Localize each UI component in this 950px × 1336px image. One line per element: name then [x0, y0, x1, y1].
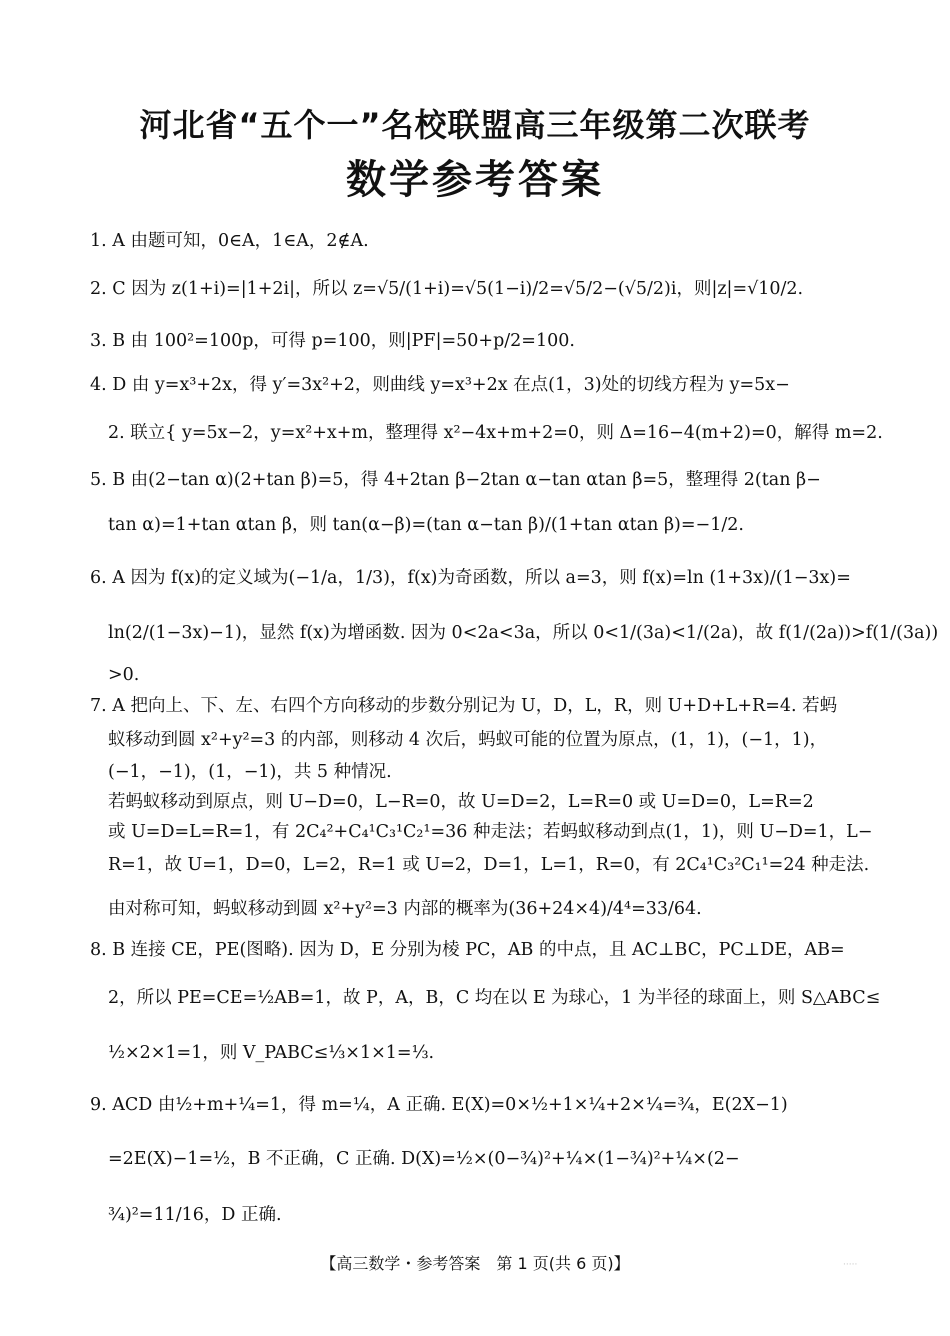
- answer-line: 若蚂蚁移动到原点，则 U−D=0，L−R=0，故 U=D=2，L=R=0 或 U=D=0，L=R=2: [108, 792, 814, 812]
- answer-line: 6. A 因为 f(x)的定义域为(−1/a，1/3)，f(x)为奇函数，所以 a=3，则 f(x)=ln (1+3x)/(1−3x)=: [90, 568, 851, 588]
- page-subtitle: 数学参考答案: [346, 157, 604, 203]
- corner-mark: ·····: [843, 1260, 858, 1270]
- answer-line: 7. A 把向上、下、左、右四个方向移动的步数分别记为 U，D，L，R，则 U+D+L+R=4. 若蚂: [90, 696, 838, 716]
- answer-line: 或 U=D=L=R=1，有 2C₄²+C₄¹C₃¹C₂¹=36 种走法；若蚂蚁移动到点(1，1)，则 U−D=1，L−: [108, 822, 873, 842]
- answer-line: (−1，−1)，(1，−1)，共 5 种情况.: [108, 762, 392, 782]
- answer-line: R=1，故 U=1，D=0，L=2，R=1 或 U=2，D=1，L=1，R=0，有 2C₄¹C₃²C₁¹=24 种走法.: [108, 855, 870, 875]
- answer-line: 2. C 因为 z(1+i)=|1+2i|，所以 z=√5/(1+i)=√5(1−i)/2=√5/2−(√5/2)i，则|z|=√10/2.: [90, 279, 804, 299]
- answer-line: 4. D 由 y=x³+2x，得 y′=3x²+2，则曲线 y=x³+2x 在点(1，3)处的切线方程为 y=5x−: [90, 375, 790, 395]
- answer-line: ln(2/(1−3x)−1)，显然 f(x)为增函数. 因为 0<2a<3a，所以 0<1/(3a)<1/(2a)，故 f(1/(2a))>f(1/(3a)): [108, 623, 939, 643]
- answer-line: 8. B 连接 CE，PE(图略). 因为 D，E 分别为棱 PC，AB 的中点，且 AC⊥BC，PC⊥DE，AB=: [90, 940, 845, 960]
- answer-line: 2. 联立{ y=5x−2，y=x²+x+m，整理得 x²−4x+m+2=0，则 Δ=16−4(m+2)=0，解得 m=2.: [108, 423, 883, 443]
- answer-line: ½×2×1=1，则 V_PABC≤⅓×1×1=⅓.: [108, 1043, 435, 1063]
- answer-line: 2，所以 PE=CE=½AB=1，故 P，A，B，C 均在以 E 为球心，1 为半径的球面上，则 S△ABC≤: [108, 988, 881, 1008]
- answer-line: >0.: [108, 665, 140, 685]
- answer-line: =2E(X)−1=½，B 不正确，C 正确. D(X)=½×(0−¾)²+¼×(1−¾)²+¼×(2−: [108, 1149, 740, 1169]
- page-title: 河北省“五个一”名校联盟高三年级第二次联考: [139, 106, 811, 144]
- answer-line: 9. ACD 由½+m+¼=1，得 m=¼，A 正确. E(X)=0×½+1×¼+2×¼=¾，E(2X−1): [90, 1095, 788, 1115]
- answer-line: 1. A 由题可知，0∈A，1∈A，2∉A.: [90, 231, 369, 251]
- answer-line: 由对称可知，蚂蚁移动到圆 x²+y²=3 内部的概率为(36+24×4)/4⁴=33/64.: [108, 899, 702, 919]
- answer-line: 蚁移动到圆 x²+y²=3 的内部，则移动 4 次后，蚂蚁可能的位置为原点，(1，1)，(−1，1)，: [108, 730, 828, 750]
- page-footer: 【高三数学・参考答案 第 1 页(共 6 页)】: [320, 1254, 630, 1273]
- answer-line: tan α)=1+tan αtan β，则 tan(α−β)=(tan α−tan β)/(1+tan αtan β)=−1/2.: [108, 515, 744, 535]
- answer-line: 3. B 由 100²=100p，可得 p=100，则|PF|=50+p/2=100.: [90, 331, 575, 351]
- answer-line: ¾)²=11/16，D 正确.: [108, 1205, 282, 1225]
- answer-line: 5. B 由(2−tan α)(2+tan β)=5，得 4+2tan β−2tan α−tan αtan β=5，整理得 2(tan β−: [90, 470, 821, 490]
